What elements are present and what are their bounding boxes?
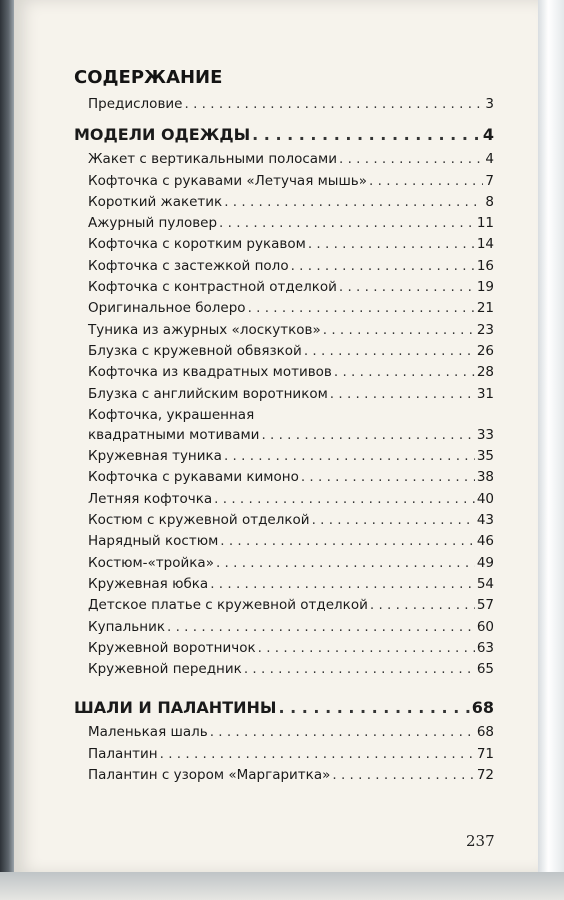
toc-entry-page: 54 xyxy=(476,575,494,592)
toc-entry-preface xyxy=(74,94,494,115)
toc-entry-page: 72 xyxy=(476,767,494,784)
toc-entry-page: 33 xyxy=(476,426,494,443)
toc-entry-title: Кофточка с рукавами «Летучая мышь» xyxy=(88,172,368,189)
toc-entry xyxy=(74,553,494,574)
section-gap xyxy=(74,680,494,688)
toc-leader-dots xyxy=(291,256,475,277)
toc-entry-page: 35 xyxy=(476,448,494,465)
toc-entry xyxy=(74,446,494,467)
toc-section-title: ШАЛИ И ПАЛАНТИНЫ xyxy=(74,698,277,718)
toc-leader-dots xyxy=(339,149,483,170)
toc-entry xyxy=(74,617,494,638)
toc-leader-dots xyxy=(160,744,475,765)
page-number: 237 xyxy=(466,832,495,850)
toc-section-heading xyxy=(74,121,494,149)
toc-entry-title: Кофточка с коротким рукавом xyxy=(88,236,306,253)
toc-entry-page: 28 xyxy=(476,364,494,381)
toc-leader-dots xyxy=(330,384,475,405)
toc-leader-dots xyxy=(258,638,475,659)
toc-section-title: МОДЕЛИ ОДЕЖДЫ xyxy=(74,125,251,145)
toc-entry-title-cont: квадратными мотивами xyxy=(88,426,260,443)
toc-leader-dots xyxy=(370,595,475,616)
toc-entry xyxy=(74,149,494,170)
toc-entry-title: Палантин xyxy=(88,745,158,762)
toc-entry xyxy=(74,765,494,786)
toc-entry xyxy=(74,192,494,213)
toc-leader-dots xyxy=(339,277,475,298)
toc-entry xyxy=(74,467,494,488)
toc-entry xyxy=(74,722,494,743)
toc-entry-title: Летняя кофточка xyxy=(88,490,213,507)
toc-entry-page: 46 xyxy=(476,533,494,550)
toc-leader-dots xyxy=(278,694,469,722)
toc-title: СОДЕРЖАНИЕ xyxy=(74,67,223,88)
toc-leader-dots xyxy=(214,489,475,510)
toc-entry-page: 49 xyxy=(476,554,494,571)
toc-entry-title: Костюм с кружевной отделкой xyxy=(88,512,310,529)
toc-entry-page: 60 xyxy=(476,618,494,635)
toc-leader-dots xyxy=(210,722,475,743)
toc-leader-dots xyxy=(248,298,475,319)
book-bottom-edge xyxy=(0,872,564,900)
toc-leader-dots xyxy=(308,234,475,255)
toc-entry-page: 40 xyxy=(476,490,494,507)
toc-leader-dots xyxy=(224,446,475,467)
toc-entry xyxy=(74,659,494,680)
toc-entry xyxy=(74,277,494,298)
toc-entry-title: Кружевной передник xyxy=(88,661,242,678)
toc-entry-page: 26 xyxy=(476,342,494,359)
toc-entry-title: Кружевная юбка xyxy=(88,575,209,592)
book-page xyxy=(14,0,540,874)
toc-entry-title: Кофточка с контрастной отделкой xyxy=(88,279,337,296)
toc-entry-title: Костюм-«тройка» xyxy=(88,554,214,571)
toc-entry-page: 7 xyxy=(485,172,494,189)
toc-entry-title: Ажурный пуловер xyxy=(88,215,218,232)
toc-entry-title: Туника из ажурных «лоскутков» xyxy=(88,321,321,338)
toc-leader-dots xyxy=(304,341,475,362)
toc-leader-dots xyxy=(167,617,475,638)
toc-entry xyxy=(74,425,494,446)
toc-leader-dots xyxy=(301,467,475,488)
toc-leader-dots xyxy=(252,121,481,149)
toc-entry xyxy=(74,256,494,277)
toc-leader-dots xyxy=(323,320,475,341)
toc-entry xyxy=(74,510,494,531)
toc-entry-title: Оригинальное болеро xyxy=(88,300,246,317)
toc-section-page: 4 xyxy=(482,125,494,145)
toc-entry-page: 21 xyxy=(476,300,494,317)
toc-entry-page: 71 xyxy=(476,745,494,762)
toc-entry xyxy=(74,489,494,510)
toc-entry-page: 11 xyxy=(476,215,494,232)
toc-entry-title: Нарядный костюм xyxy=(88,533,219,550)
toc-entry-title: Кофточка с рукавами кимоно xyxy=(88,469,299,486)
toc-leader-dots xyxy=(312,510,475,531)
toc-entry-page: 38 xyxy=(476,469,494,486)
toc-entry xyxy=(74,744,494,765)
toc-leader-dots xyxy=(219,213,475,234)
toc-leader-dots xyxy=(261,425,474,446)
toc-entry-title: Кофточка с застежкой поло xyxy=(88,257,289,274)
toc-leader-dots xyxy=(332,765,474,786)
toc-entry-title: Кофточка, украшенная xyxy=(88,406,255,423)
toc-leader-dots xyxy=(244,659,475,680)
toc-entry xyxy=(74,595,494,616)
toc-entry xyxy=(74,531,494,552)
toc-entry-title: Кружевной воротничок xyxy=(88,639,256,656)
toc-entry-page: 16 xyxy=(476,257,494,274)
toc-entry-page: 43 xyxy=(476,512,494,529)
toc-leader-dots xyxy=(220,531,475,552)
toc-entry xyxy=(74,320,494,341)
toc-entry-title: Короткий жакетик xyxy=(88,193,223,210)
toc-entry-page: 23 xyxy=(476,321,494,338)
toc-entry-page: 63 xyxy=(476,639,494,656)
table-of-contents xyxy=(74,62,494,786)
toc-leader-dots xyxy=(334,362,475,383)
toc-entry-page: 31 xyxy=(476,385,494,402)
toc-entry xyxy=(74,298,494,319)
toc-section-page: 68 xyxy=(471,698,494,718)
toc-entry-title: Блузка с английским воротником xyxy=(88,385,328,402)
toc-entry xyxy=(74,171,494,192)
toc-entry-title: Блузка с кружевной обвязкой xyxy=(88,342,302,359)
toc-leader-dots xyxy=(369,171,483,192)
toc-entry xyxy=(74,384,494,405)
toc-entry-title: Палантин с узором «Маргаритка» xyxy=(88,767,331,784)
toc-leader-dots xyxy=(224,192,483,213)
toc-entry-title: Кружевная туника xyxy=(88,448,222,465)
toc-entry-title: Купальник xyxy=(88,618,166,635)
toc-entry-line1 xyxy=(74,405,494,425)
toc-entry-title: Детское платье с кружевной отделкой xyxy=(88,597,368,614)
toc-entry xyxy=(74,234,494,255)
toc-entry-title: Кофточка из квадратных мотивов xyxy=(88,364,332,381)
toc-entry xyxy=(74,638,494,659)
toc-leader-dots xyxy=(216,553,475,574)
toc-entry-page: 14 xyxy=(476,236,494,253)
toc-entry-page: 65 xyxy=(476,661,494,678)
toc-entry-page: 3 xyxy=(485,96,494,112)
book-spine-shadow xyxy=(0,0,14,900)
toc-entry-title: Предисловие xyxy=(88,96,183,112)
toc-entry xyxy=(74,213,494,234)
toc-entry-page: 4 xyxy=(485,151,494,168)
toc-entry-page: 8 xyxy=(485,193,494,210)
book-page-edge xyxy=(538,0,564,900)
toc-entry-title: Жакет с вертикальными полосами xyxy=(88,151,337,168)
toc-entry-title: Маленькая шаль xyxy=(88,724,208,741)
toc-entry-page: 19 xyxy=(476,279,494,296)
toc-entry-page: 68 xyxy=(476,724,494,741)
toc-entry xyxy=(74,341,494,362)
toc-entry-page: 57 xyxy=(476,597,494,614)
toc-section-heading xyxy=(74,694,494,722)
toc-leader-dots xyxy=(184,94,483,115)
toc-entry xyxy=(74,574,494,595)
toc-entry xyxy=(74,362,494,383)
toc-leader-dots xyxy=(210,574,475,595)
